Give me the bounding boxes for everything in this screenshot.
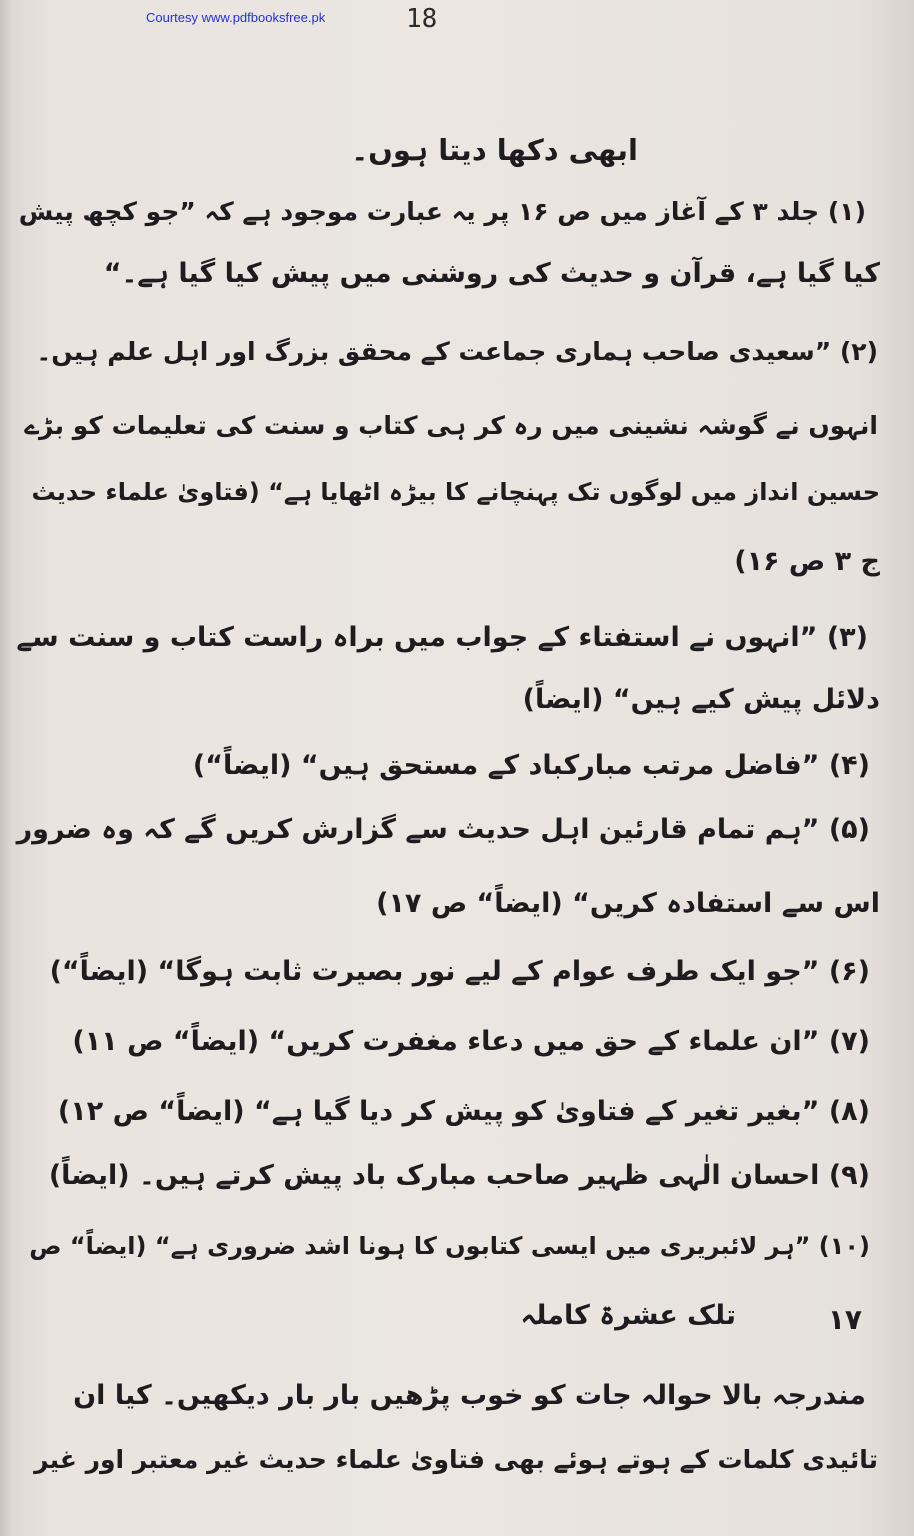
text-line-10: (۴) ”فاضل مرتب مبارکباد کے مستحق ہیں“ (ایضاً“) — [192, 750, 870, 781]
text-line-15: (۸) ”بغیر تغیر کے فتاویٰ کو پیش کر دیا گیا ہے“ (ایضاً“ ص ۱۲) — [57, 1096, 870, 1127]
courtesy-text: Courtesy www.pdfbooksfree.pk — [146, 10, 326, 25]
text-line-5: انہوں نے گوشہ نشینی میں رہ کر ہی کتاب و سنت کی تعلیمات کو بڑے — [24, 411, 878, 440]
page-number: 18 — [406, 4, 438, 34]
text-line-2: (۱) جلد ۳ کے آغاز میں ص ۱۶ پر یہ عبارت موجود ہے کہ ”جو کچھ پیش — [18, 197, 866, 226]
text-line-16: (۹) احسان الٰہی ظہیر صاحب مبارک باد پیش کرتے ہیں۔ (ایضاً) — [48, 1160, 870, 1191]
text-line-4: (۲) ”سعیدی صاحب ہماری جماعت کے محقق بزرگ اور اہل علم ہیں۔ — [36, 337, 878, 366]
page-gutter — [0, 0, 14, 1536]
text-line-20: تائیدی کلمات کے ہوتے ہوئے بھی فتاویٰ علماء حدیث غیر معتبر اور غیر — [34, 1445, 878, 1474]
text-line-13: (۶) ”جو ایک طرف عوام کے لیے نور بصیرت ثابت ہوگا“ (ایضاً“) — [49, 956, 870, 987]
text-line-11: (۵) ”ہم تمام قارئین اہل حدیث سے گزارش کریں گے کہ وہ ضرور — [16, 814, 870, 845]
text-line-19: مندرجہ بالا حوالہ جات کو خوب پڑھیں بار بار دیکھیں۔ کیا ان — [73, 1380, 866, 1411]
text-line-3: کیا گیا ہے، قرآن و حدیث کی روشنی میں پیش کیا گیا ہے۔“ — [103, 258, 880, 289]
text-line-14: (۷) ”ان علماء کے حق میں دعاء مغفرت کریں“ (ایضاً“ ص ۱۱) — [72, 1026, 870, 1057]
text-line-8: (۳) ”انہوں نے استفتاء کے جواب میں براہ راست کتاب و سنت سے — [16, 622, 868, 653]
text-line-17: (۱۰) ”ہر لائبریری میں ایسی کتابوں کا ہونا اشد ضروری ہے“ (ایضاً“ ص — [29, 1232, 870, 1260]
text-line-1: ابھی دکھا دیتا ہوں۔ — [351, 133, 638, 167]
text-line-12: اس سے استفادہ کریں“ (ایضاً“ ص ۱۷) — [376, 888, 880, 919]
text-line-9: دلائل پیش کیے ہیں“ (ایضاً) — [522, 684, 880, 715]
text-line-18: تلک عشرۃ کاملہ — [520, 1300, 736, 1331]
text-line-7: ج ۳ ص ۱۶) — [734, 546, 880, 577]
side-number: ۱۷ — [827, 1303, 862, 1336]
text-line-6: حسین انداز میں لوگوں تک پہنچانے کا بیڑہ اٹھایا ہے“ (فتاویٰ علماء حدیث — [31, 478, 880, 506]
